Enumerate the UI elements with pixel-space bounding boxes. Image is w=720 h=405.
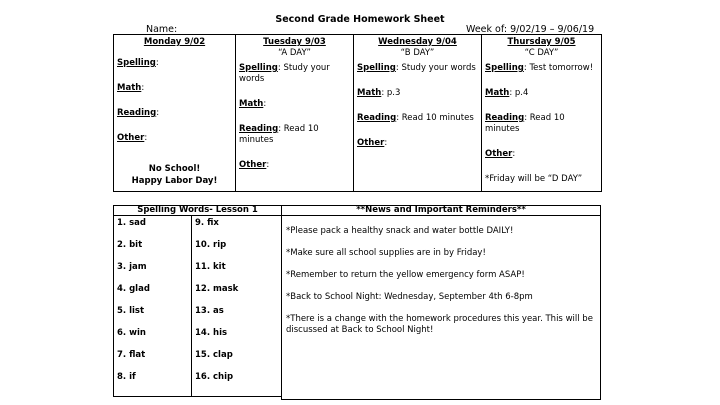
spelling-words-table [113, 205, 282, 397]
day-title: Monday 9/02 [143, 37, 206, 47]
spelling-words-right-column [192, 216, 282, 397]
spelling-word: 4. glad [117, 284, 150, 294]
news-header: **News and Important Reminders** [282, 206, 601, 216]
spelling-words-left-column [114, 216, 192, 397]
reading-label: Reading [117, 108, 157, 118]
other-label: Other [357, 138, 385, 148]
day-column-tuesday: Tuesday 9/03 “A DAY” Spelling: Study your words Math: Reading: Read 10 minutes Other: [236, 35, 354, 192]
reading-label: Reading [485, 113, 525, 123]
spelling-word: 1. sad [117, 218, 146, 228]
other-label: Other [485, 149, 513, 159]
spelling-text: Study your words [401, 63, 476, 73]
reading-label: Reading [239, 124, 279, 134]
news-item: *There is a change with the homework procedures this year. This will be discussed at Back to School Night! [286, 314, 593, 335]
spelling-label: Spelling [239, 63, 278, 73]
other-label: Other [117, 133, 145, 143]
spelling-word: 5. list [117, 306, 145, 316]
spelling-label: Spelling [485, 63, 524, 73]
page-title: Second Grade Homework Sheet [275, 14, 445, 25]
spelling-word: 8. if [117, 372, 136, 382]
spelling-word: 16. chip [195, 372, 234, 382]
day-column-thursday: Thursday 9/05 “C DAY” Spelling: Test tomorrow! Math: p.4 Reading: Read 10 minutes Other: *Friday will be “D DAY” [482, 35, 602, 192]
news-item: *Make sure all school supplies are in by Friday! [286, 248, 486, 258]
spelling-word: 12. mask [195, 284, 239, 294]
day-letter: “C DAY” [524, 48, 559, 58]
news-item: *Back to School Night: Wednesday, September 4th 6-8pm [286, 292, 533, 302]
news-body [282, 216, 601, 400]
labor-day-line: Happy Labor Day! [131, 176, 218, 186]
spelling-word: 10. rip [195, 240, 227, 250]
name-label: Name: [146, 24, 178, 35]
spelling-text: Test tomorrow! [529, 63, 594, 73]
spelling-word: 14. his [195, 328, 228, 338]
no-school-line: No School! [148, 164, 201, 174]
reading-text: Read 10 minutes [401, 113, 474, 123]
week-of: Week of: 9/02/19 – 9/06/19 [466, 24, 595, 35]
reading-label: Reading [357, 113, 397, 123]
spelling-word: 13. as [195, 306, 224, 316]
friday-note: *Friday will be “D DAY” [485, 174, 583, 184]
math-label: Math [239, 99, 264, 109]
day-letter: “B DAY” [400, 48, 435, 58]
spelling-word: 3. jam [117, 262, 147, 272]
math-label: Math [357, 88, 382, 98]
news-table [281, 205, 601, 400]
reading-text: Read 10 minutes [485, 113, 565, 134]
math-text: p.4 [514, 88, 529, 98]
spelling-word: 7. flat [117, 350, 146, 360]
day-column-monday: Monday 9/02 Spelling: Math: Reading: Other: No School! Happy Labor Day! [114, 35, 236, 192]
news-item: *Please pack a healthy snack and water bottle DAILY! [286, 226, 514, 236]
spelling-word: 11. kit [195, 262, 226, 272]
day-title: Tuesday 9/03 [263, 37, 326, 47]
homework-table [113, 34, 602, 192]
spelling-label: Spelling [357, 63, 396, 73]
no-school-note [114, 163, 235, 187]
day-letter: “A DAY” [278, 48, 311, 58]
day-title: Wednesday 9/04 [378, 37, 457, 47]
spelling-word: 2. bit [117, 240, 143, 250]
spelling-text: Study your words [239, 63, 330, 84]
spelling-words-header: Spelling Words- Lesson 1 [114, 206, 282, 216]
day-column-wednesday: Wednesday 9/04 “B DAY” Spelling: Study your words Math: p.3 Reading: Read 10 minutes Other: [354, 35, 482, 192]
spelling-word: 9. fix [195, 218, 219, 228]
news-item: *Remember to return the yellow emergency form ASAP! [286, 270, 525, 280]
math-text: p.3 [386, 88, 401, 98]
math-label: Math [485, 88, 510, 98]
spelling-word: 6. win [117, 328, 146, 338]
day-title: Thursday 9/05 [507, 37, 576, 47]
other-label: Other [239, 160, 267, 170]
spelling-label: Spelling [117, 58, 156, 68]
reading-text: Read 10 minutes [239, 124, 319, 145]
math-label: Math [117, 83, 142, 93]
spelling-word: 15. clap [195, 350, 233, 360]
